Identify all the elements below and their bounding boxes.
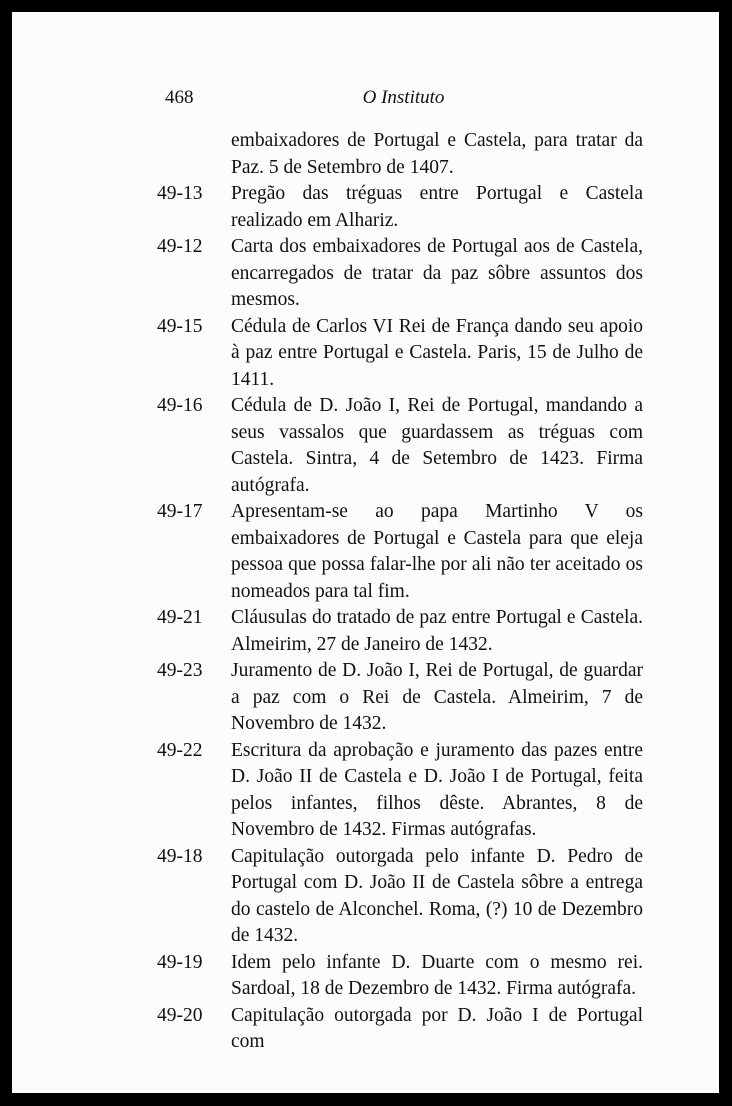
entry-code: 49-18	[157, 845, 203, 867]
entry-code: 49-20	[157, 1004, 203, 1026]
entry-text: Cláusulas do tratado de paz entre Portugal e Castela. Almeirim, 27 de Janeiro de 1432.	[231, 607, 643, 655]
entry-text: Carta dos embaixadores de Portugal aos de Castela, encarregados de tratar da paz sôbre assuntos dos mesmos.	[231, 236, 643, 310]
list-item	[157, 738, 643, 844]
list-item	[157, 658, 643, 738]
entry-code: 49-23	[157, 660, 203, 681]
list-item	[157, 844, 643, 950]
entry-text: Apresentam-se ao papa Martinho V os embaixadores de Portugal e Castela para que eleja pessoa que possa falar-lhe por ali não ter aceitado os nomeados para tal fim.	[231, 501, 643, 602]
running-title: O Instituto	[362, 87, 445, 108]
list-item	[157, 181, 643, 234]
entry-text: Cédula de D. João I, Rei de Portugal, mandando a seus vassalos que guardassem as tréguas com Castela. Sintra, 4 de Setembro de 1423. Firma autógrafa.	[231, 395, 643, 496]
entry-code: 49-13	[157, 183, 203, 204]
entry-text: Pregão das tréguas entre Portugal e Castela realizado em Alhariz.	[231, 183, 643, 231]
list-item	[157, 393, 643, 499]
page-number: 468	[165, 87, 194, 108]
entry-code: 49-12	[157, 236, 203, 257]
entry-text: Capitulação outorgada por D. João I de Portugal com	[231, 1004, 643, 1052]
entry-text: Juramento de D. João I, Rei de Portugal, de guardar a paz com o Rei de Castela. Almeirim, 7 de Novembro de 1432.	[231, 660, 643, 734]
continuation-entry	[157, 128, 643, 181]
list-item	[157, 1003, 643, 1056]
continuation-text: embaixadores de Portugal e Castela, para tratar da Paz. 5 de Setembro de 1407.	[231, 130, 643, 178]
entry-text: Cédula de Carlos VI Rei de França dando seu apoio à paz entre Portugal e Castela. Paris, 15 de Julho de 1411.	[231, 315, 643, 390]
list-item	[157, 314, 643, 394]
entry-code: 49-15	[157, 315, 203, 337]
entry-code: 49-17	[157, 501, 203, 522]
entry-text: Escritura da aprobação e juramento das pazes entre D. João II de Castela e D. João I de Portugal, feita pelos infantes, filhos dêste. Abrantes, 8 de Novembro de 1432. Firmas autógrafas.	[231, 739, 643, 840]
entry-text: Idem pelo infante D. Duarte com o mesmo rei. Sardoal, 18 de Dezembro de 1432. Firma autógrafa.	[231, 951, 643, 999]
document-page	[12, 12, 719, 1093]
entry-code: 49-22	[157, 739, 203, 761]
list-item	[157, 499, 643, 605]
entry-code: 49-16	[157, 395, 203, 416]
list-item	[157, 605, 643, 658]
entry-list	[157, 128, 643, 1056]
list-item	[157, 950, 643, 1003]
page-header	[165, 87, 642, 113]
entry-code: 49-21	[157, 607, 203, 628]
entry-text: Capitulação outorgada pelo infante D. Pedro de Portugal com D. João II de Castela sôbre a entrega do castelo de Alconchel. Roma, (?) 10 de Dezembro de 1432.	[231, 845, 643, 946]
list-item	[157, 234, 643, 314]
entry-code: 49-19	[157, 951, 203, 973]
